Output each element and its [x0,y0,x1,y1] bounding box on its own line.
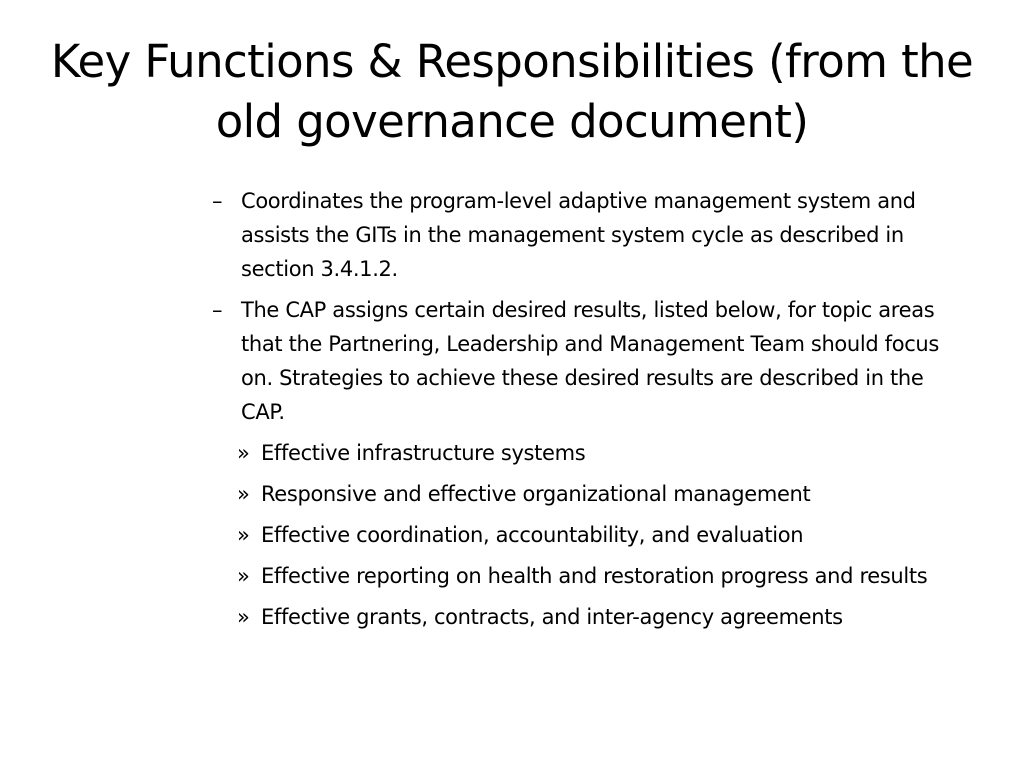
bullet-text: The CAP assigns certain desired results, listed below, for topic areas that the Partnering, Leadership and Management Team should focus on. Strategies to achieve these desired results are described in the CAP. [241,298,939,424]
sub-bullet-item [210,518,970,552]
dash-bullet-icon: – [212,189,223,213]
sub-bullet-list [237,436,970,634]
bullet-text: Coordinates the program-level adaptive management system and assists the GITs in the management system cycle as described in section 3.4.1.2. [241,189,916,281]
double-chevron-bullet-icon: » [237,441,250,465]
sub-bullet-text: Effective infrastructure systems [261,441,586,465]
bullet-item [210,184,970,286]
slide-title: Key Functions & Responsibilities (from the old governance document) [50,35,974,148]
bullet-list [210,184,970,641]
sub-bullet-item [210,559,970,593]
sub-bullet-item [210,600,970,634]
double-chevron-bullet-icon: » [237,605,250,629]
sub-bullet-item [210,436,970,470]
double-chevron-bullet-icon: » [237,482,250,506]
double-chevron-bullet-icon: » [237,564,250,588]
sub-bullet-item [210,477,970,511]
sub-bullet-text: Effective coordination, accountability, and evaluation [261,523,804,547]
dash-bullet-icon: – [212,298,223,322]
sub-bullet-text: Effective grants, contracts, and inter-agency agreements [261,605,843,629]
sub-bullet-text: Responsive and effective organizational management [261,482,811,506]
bullet-item [210,293,970,634]
sub-bullet-text: Effective reporting on health and restoration progress and results [261,564,928,588]
double-chevron-bullet-icon: » [237,523,250,547]
